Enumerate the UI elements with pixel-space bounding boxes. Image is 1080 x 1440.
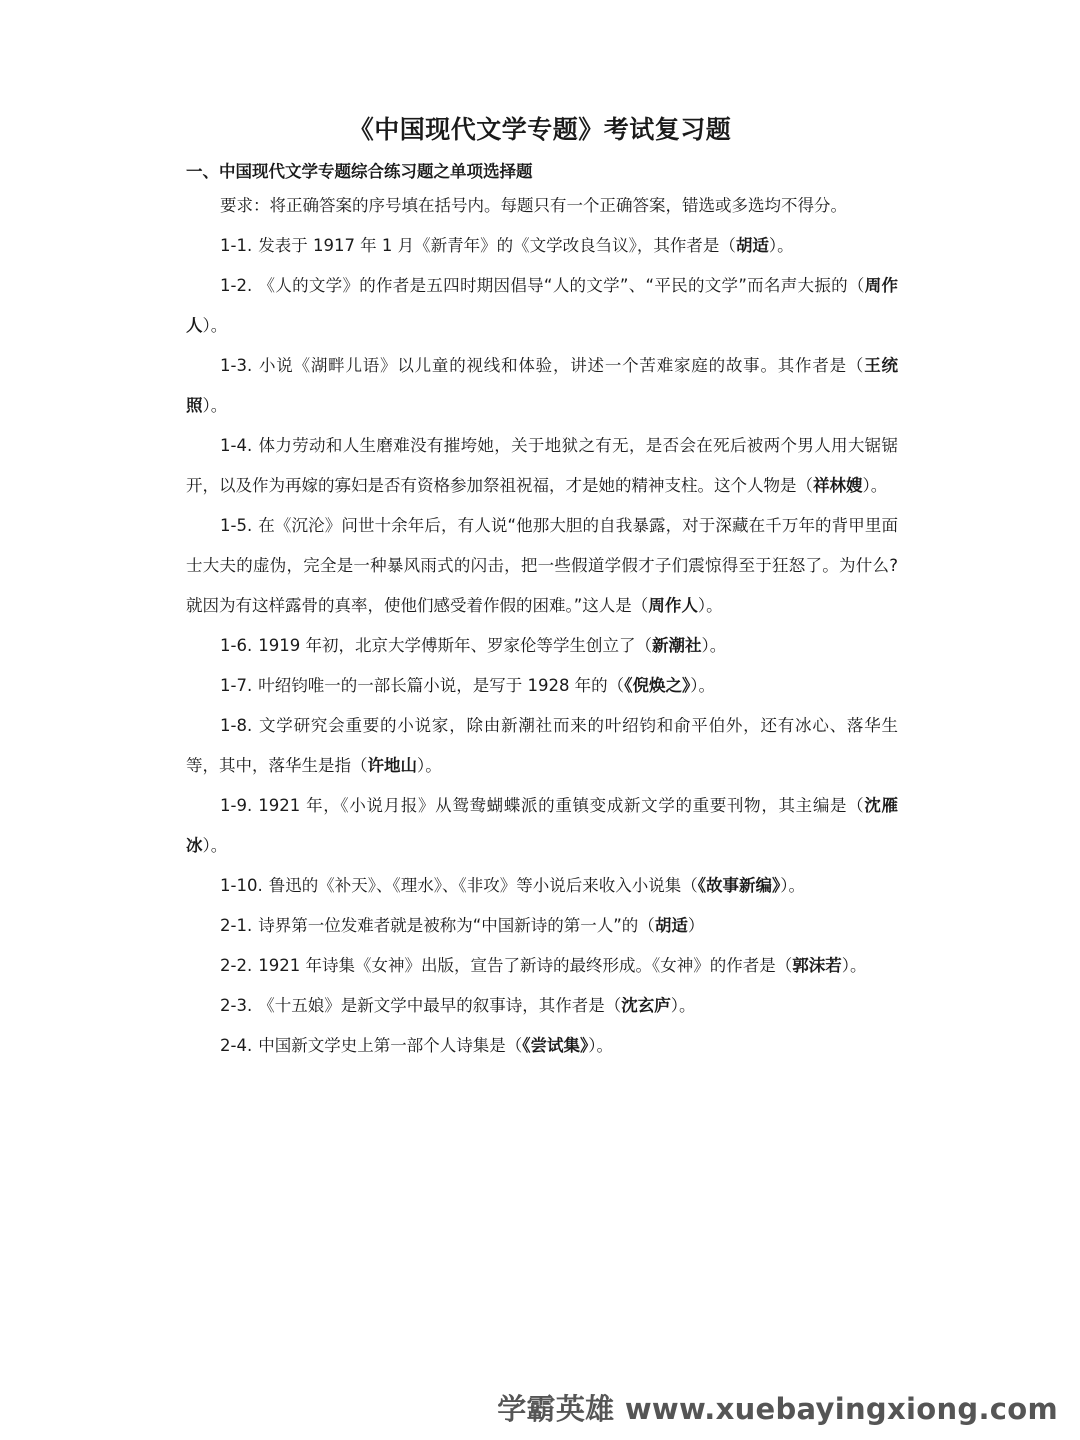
section-heading: 一、中国现代文学专题综合练习题之单项选择题 [186,162,533,181]
question-text: 1919 年初，北京大学傅斯年、罗家伦等学生创立了（ [258,636,652,655]
question-text-end: ）。 [202,836,228,855]
question-text-end: ）。 [588,1036,613,1055]
question-item [186,706,898,786]
question-text-end: ） [687,916,705,935]
question-text: 中国新文学史上第一部个人诗集是（ [258,1036,523,1055]
question-text: 《十五娘》是新文学中最早的叙事诗，其作者是（ [258,996,622,1015]
question-text: 发表于 1917 年 1 月《新青年》的《文学改良刍议》，其作者是（ [258,236,736,255]
question-text: 体力劳动和人生磨难没有摧垮她，关于地狱之有无，是否会在死后被两个男人用大锯锯开，以及作为再嫁的寡妇是否有资格参加祭祖祝福，才是她的精神支柱。这个人物是（ [186,436,898,495]
question-answer: 《故事新编》 [697,876,781,895]
question-number: 1-7. [220,676,253,695]
question-answer: 胡适 [654,916,688,935]
watermark: 学霸英雄 www.xuebayingxiong.com [497,1392,1058,1426]
question-item [186,506,898,626]
question-answer: 周作人 [648,596,698,615]
question-item [186,986,898,1026]
question-answer: 郭沫若 [792,956,842,975]
question-answer: 新潮社 [651,636,702,655]
question-answer: 许地山 [367,756,417,775]
question-item [186,866,898,906]
question-text: 在《沉沦》问世十余年后，有人说“他那大胆的自我暴露，对于深藏在千万年的背甲里面士大夫的虚伪，完全是一种暴风雨式的闪击，把一些假道学假才子们震惊得至于狂怒了。为什么?就因为有这样露骨的真率，使他们感受着作假的困难。”这人是（ [186,516,898,615]
question-number: 2-3. [220,996,253,1015]
question-text-end: ）。 [670,996,696,1015]
question-number: 1-2. [220,276,253,295]
question-text: 诗界第一位发难者就是被称为“中国新诗的第一人”的（ [258,916,655,935]
question-text: 1921 年，《小说月报》从鸳鸯蝴蝶派的重镇变成新文学的重要刊物，其主编是（ [258,796,865,815]
question-list [186,226,898,1066]
question-answer: 周作人 [186,276,898,335]
question-number: 1-6. [220,636,253,655]
question-item [186,266,898,346]
question-number: 1-3. [220,356,253,375]
question-text-end: ）。 [202,396,228,415]
question-text: 小说《湖畔儿语》以儿童的视线和体验，讲述一个苦难家庭的故事。其作者是（ [258,356,865,375]
question-answer: 沈雁冰 [186,796,898,855]
question-item [186,226,898,266]
question-item [186,626,898,666]
question-item [186,1026,898,1066]
question-text: 鲁迅的《补天》、《理水》、《非攻》等小说后来收入小说集（ [268,876,698,895]
question-number: 1-9. [220,796,253,815]
question-text: 文学研究会重要的小说家，除由新潮社而来的叶绍钧和俞平伯外，还有冰心、落华生等，其中，落华生是指（ [186,716,898,775]
question-answer: 沈玄庐 [621,996,671,1015]
question-text-end: ）。 [202,316,228,335]
question-answer: 《尝试集》 [522,1036,589,1055]
question-text-end: ）。 [862,476,888,495]
question-item [186,786,898,866]
question-item [186,346,898,426]
question-item [186,666,898,706]
page-title: 《中国现代文学专题》考试复习题 [348,115,732,144]
question-answer: 《倪焕之》 [624,676,691,695]
question-number: 1-5. [220,516,253,535]
question-text: 1921 年诗集《女神》出版，宣告了新诗的最终形成。《女神》的作者是（ [258,956,793,975]
question-text: 《人的文学》的作者是五四时期因倡导“人的文学”、“平民的文学”而名声大振的（ [258,276,865,295]
question-number: 2-1. [220,916,253,935]
question-number: 1-10. [220,876,263,895]
question-text-end: ）。 [701,636,727,655]
question-number: 2-4. [220,1036,253,1055]
document-body [186,186,898,1066]
question-text-end: ）。 [690,676,715,695]
instructions: 要求：将正确答案的序号填在括号内。每题只有一个正确答案，错选或多选均不得分。 [220,196,847,215]
question-number: 2-2. [220,956,253,975]
question-text-end: ）。 [417,756,442,775]
question-answer: 胡适 [735,236,769,255]
question-answer: 王统照 [186,356,899,415]
question-number: 1-1. [220,236,253,255]
question-text-end: ）。 [841,956,867,975]
question-item [186,946,898,986]
question-text-end: ）。 [780,876,805,895]
question-text: 叶绍钧唯一的一部长篇小说，是写于 1928 年的（ [258,676,625,695]
question-item [186,906,898,946]
question-answer: 祥林嫂 [813,476,863,495]
question-number: 1-4. [220,436,253,455]
question-text-end: ）。 [768,236,794,255]
question-number: 1-8. [220,716,253,735]
question-item [186,426,898,506]
question-text-end: ）。 [697,596,723,615]
